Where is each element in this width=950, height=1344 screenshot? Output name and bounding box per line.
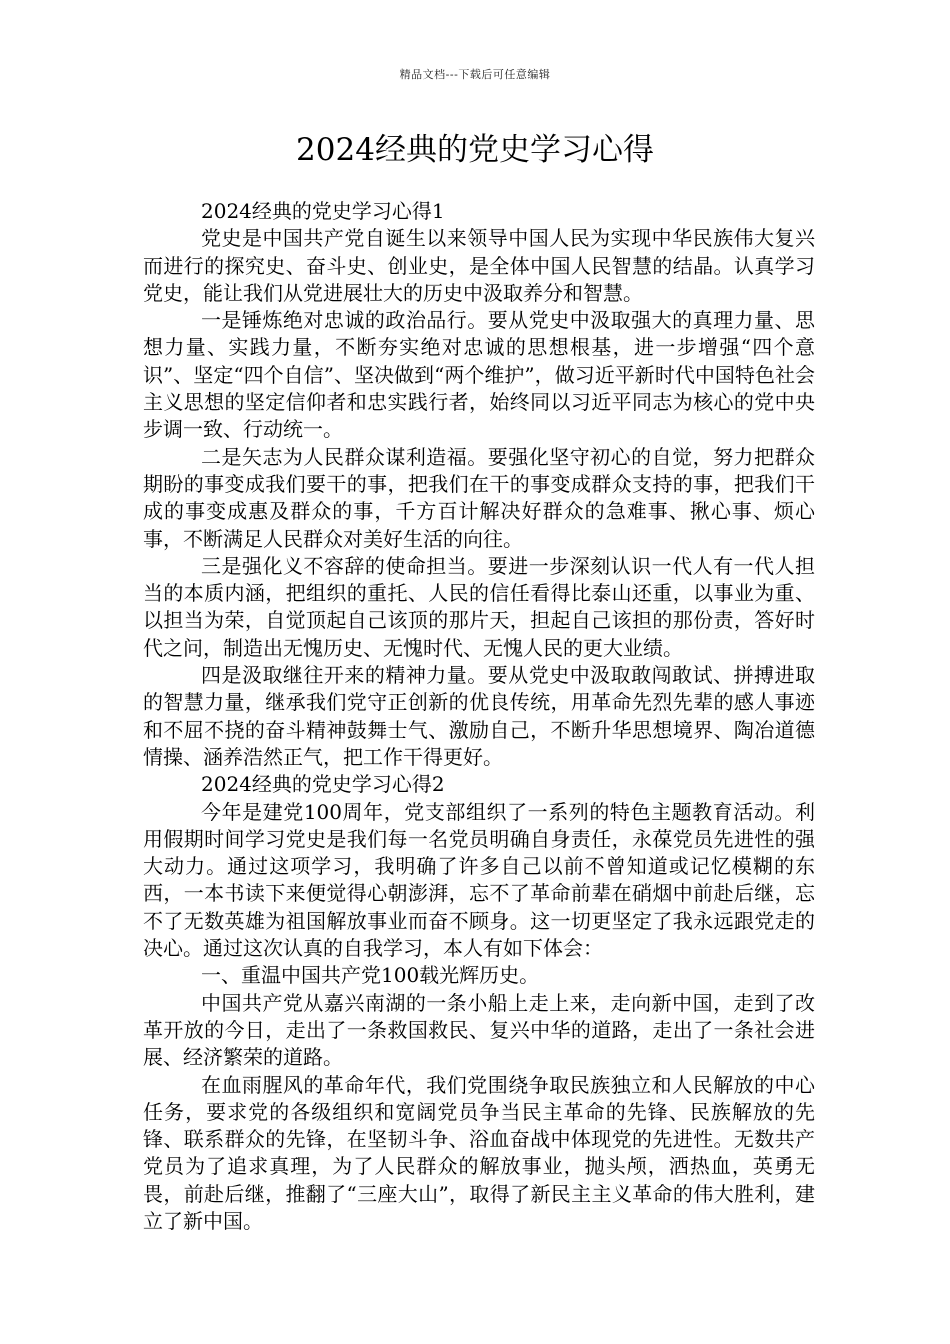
page-header-note: 精品文档---下载后可任意编辑 <box>399 68 551 81</box>
body-paragraph: 一是锤炼绝对忠诚的政治品行。要从党史中汲取强大的真理力量、思想力量、实践力量，不断夯实绝对忠诚的思想根基，进一步增强“四个意识”、坚定“四个自信”、坚决做到“两个维护”，做习近平新时代中国特色社会主义思想的坚定信仰者和忠实践行者，始终同以习近平同志为核心的党中央步调一致、行动统一。 <box>143 308 815 442</box>
document-body <box>143 198 815 1235</box>
body-paragraph: 二是矢志为人民群众谋利造福。要强化坚守初心的自觉，努力把群众期盼的事变成我们要干的事，把我们在干的事变成群众支持的事，把我们干成的事变成惠及群众的事，千方百计解决好群众的急难事、揪心事、烦心事，不断满足人民群众对美好生活的向往。 <box>143 444 815 551</box>
body-paragraph: 四是汲取继往开来的精神力量。要从党史中汲取敢闯敢试、拼搏进取的智慧力量，继承我们党守正创新的优良传统，用革命先烈先辈的感人事迹和不屈不挠的奋斗精神鼓舞士气、激励自己，不断升华思想境界、陶冶道德情操、涵养浩然正气，把工作干得更好。 <box>143 663 815 769</box>
section-heading-2: 2024经典的党史学习心得2 <box>201 772 445 797</box>
body-paragraph: 今年是建党100周年，党支部组织了一系列的特色主题教育活动。利用假期时间学习党史是我们每一名党员明确自身责任，永葆党员先进性的强大动力。通过这项学习，我明确了许多自己以前不曾知道或记忆模糊的东西，一本书读下来便觉得心朝澎湃，忘不了革命前辈在硝烟中前赴后继，忘不了无数英雄为祖国解放事业而奋不顾身。这一切更坚定了我永远跟党走的决心。通过这次认真的自我学习，本人有如下体会： <box>143 799 815 961</box>
document-title: 2024经典的党史学习心得 <box>296 132 654 168</box>
body-paragraph: 三是强化义不容辞的使命担当。要进一步深刻认识一代人有一代人担当的本质内涵，把组织的重托、人民的信任看得比泰山还重，以事业为重、以担当为荣，自觉顶起自己该顶的那片天，担起自己该担的那份责，答好时代之问，制造出无愧历史、无愧时代、无愧人民的更大业绩。 <box>143 553 815 660</box>
subheading: 一、重温中国共产党100载光辉历史。 <box>201 963 540 988</box>
section-heading-1: 2024经典的党史学习心得1 <box>201 199 445 223</box>
body-paragraph: 在血雨腥风的革命年代，我们党围绕争取民族独立和人民解放的中心任务，要求党的各级组织和宽阔党员争当民主革命的先锋、民族解放的先锋、联系群众的先锋，在坚韧斗争、浴血奋战中体现党的先进性。无数共产党员为了追求真理，为了人民群众的解放事业，抛头颅，洒热血，英勇无畏，前赴后继，推翻了“三座大山”，取得了新民主主义革命的伟大胜利，建立了新中国。 <box>143 1072 815 1233</box>
body-paragraph: 党史是中国共产党自诞生以来领导中国人民为实现中华民族伟大复兴而进行的探究史、奋斗史、创业史，是全体中国人民智慧的结晶。认真学习党史，能让我们从党进展壮大的历史中汲取养分和智慧。 <box>143 226 815 305</box>
body-paragraph: 中国共产党从嘉兴南湖的一条小船上走上来，走向新中国，走到了改革开放的今日，走出了一条救国救民、复兴中华的道路，走出了一条社会进展、经济繁荣的道路。 <box>143 990 815 1070</box>
